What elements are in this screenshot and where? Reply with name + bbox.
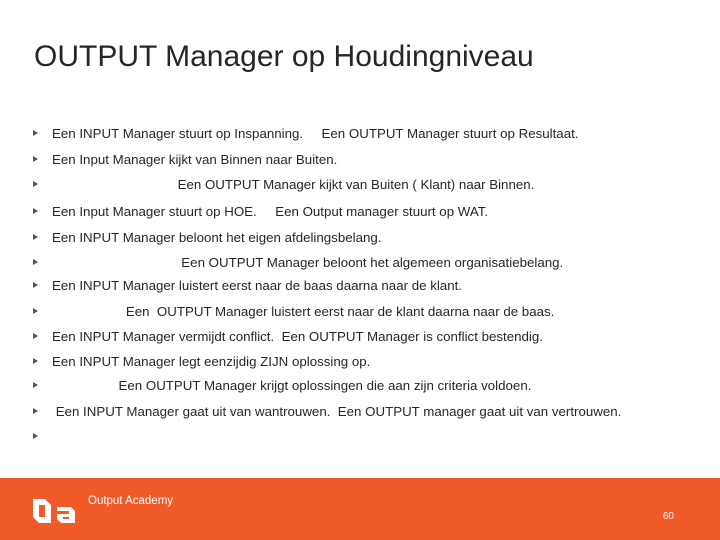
bullet-item [33, 124, 713, 144]
bullet-text: Een INPUT Manager vermijdt conflict. Een OUTPUT Manager is conflict bestendig. [52, 329, 543, 344]
bullet-item [33, 175, 713, 195]
bullet-text: Een Input Manager stuurt op HOE. Een Output manager stuurt op WAT. [52, 204, 489, 219]
brand-name: Output Academy [88, 495, 174, 507]
bullet-marker-icon [33, 234, 38, 240]
bullet-item [33, 427, 713, 447]
bullet-marker-icon [33, 259, 38, 265]
bullet-text: Een INPUT Manager gaat uit van wantrouwen. Een OUTPUT manager gaat uit van vertrouwen. [52, 404, 622, 419]
bullet-item [33, 376, 713, 396]
bullet-item [33, 402, 713, 422]
bullet-item [33, 352, 713, 372]
bullet-marker-icon [33, 433, 38, 439]
bullet-text: Een INPUT Manager stuurt op Inspanning. Een OUTPUT Manager stuurt op Resultaat. [52, 126, 579, 141]
bullet-marker-icon [33, 408, 38, 414]
bullet-marker-icon [33, 282, 38, 288]
bullet-marker-icon [33, 130, 38, 136]
bullet-item [33, 150, 713, 170]
bullet-text: Een INPUT Manager beloont het eigen afdelingsbelang. [52, 230, 382, 245]
bullet-text: Een Input Manager kijkt van Binnen naar Buiten. [52, 152, 338, 167]
bullet-text: Een INPUT Manager luistert eerst naar de baas daarna naar de klant. [52, 278, 462, 293]
bullet-marker-icon [33, 308, 38, 314]
footer-bar [0, 478, 720, 540]
bullet-item [33, 327, 713, 347]
bullet-text: Een INPUT Manager legt eenzijdig ZIJN oplossing op. [52, 354, 371, 369]
slide-title: OUTPUT Manager op Houdingniveau [34, 40, 534, 73]
oa-logo-icon [31, 495, 79, 527]
bullet-item [33, 253, 713, 273]
bullet-text: Een OUTPUT Manager beloont het algemeen organisatiebelang. [52, 255, 564, 270]
bullet-marker-icon [33, 156, 38, 162]
bullet-marker-icon [33, 358, 38, 364]
bullet-item [33, 202, 713, 222]
page-number: 60 [662, 511, 674, 522]
bullet-marker-icon [33, 181, 38, 187]
bullet-item [33, 302, 713, 322]
bullet-text: Een OUTPUT Manager kijkt van Buiten ( Klant) naar Binnen. [52, 177, 535, 192]
bullet-marker-icon [33, 382, 38, 388]
bullet-marker-icon [33, 333, 38, 339]
bullet-marker-icon [33, 208, 38, 214]
bullet-item [33, 276, 713, 296]
bullet-text: Een OUTPUT Manager luistert eerst naar de klant daarna naar de baas. [52, 304, 555, 319]
bullet-item [33, 228, 713, 248]
bullet-text: Een OUTPUT Manager krijgt oplossingen die aan zijn criteria voldoen. [52, 378, 532, 393]
